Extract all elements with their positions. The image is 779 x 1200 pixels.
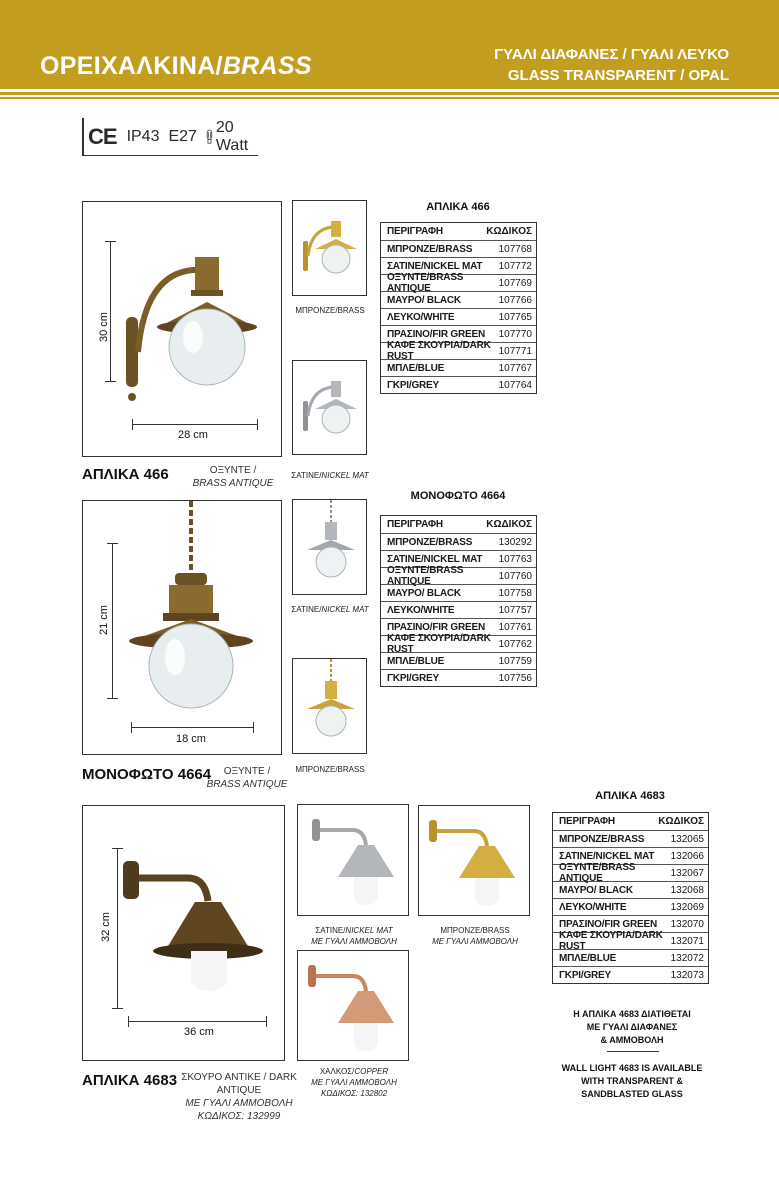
wattage: 20 Watt <box>215 119 249 154</box>
height-dimension: 30 cm <box>98 312 110 342</box>
header-rule <box>0 97 779 99</box>
table-row: ΠΡΑΣΙΝΟ/FIR GREEN 107770 <box>381 325 536 342</box>
table-row: ΜΑΥΡΟ/ BLACK 107758 <box>381 584 536 601</box>
pendant-lamp-nickel-illustration <box>293 500 367 595</box>
table-row: ΓΚΡΙ/GREY 132073 <box>553 966 708 983</box>
note-divider <box>607 1051 659 1052</box>
table-row: ΜΑΥΡΟ/ BLACK 107766 <box>381 291 536 308</box>
table-row: ΜΠΡΟΝΖΕ/BRASS 130292 <box>381 533 536 550</box>
table-row: ΛΕΥΚΟ/WHITE 132069 <box>553 898 708 915</box>
wall-lamp-4683-illustration <box>83 806 285 1061</box>
main-image-4683 <box>82 805 285 1061</box>
product-name: ΑΠΛΙΚΑ 466 <box>82 466 169 483</box>
height-dimension: 21 cm <box>98 605 110 635</box>
variant-image-copper <box>297 950 409 1061</box>
table-row: ΠΡΑΣΙΝΟ/FIR GREEN 132070 <box>553 915 708 932</box>
width-dimension: 18 cm <box>176 733 206 745</box>
header-rule <box>0 92 779 95</box>
table-row: ΚΑΦΕ ΣΚΟΥΡΙΑ/DARK RUST 107762 <box>381 635 536 652</box>
table-row: ΟΞΥΝΤΕ/BRASS ANTIQUE 107769 <box>381 274 536 291</box>
code-table-4664 <box>380 515 537 687</box>
variant-caption: ΣΑΤΙΝΕ/NICKEL MAT <box>291 605 369 614</box>
height-dimension: 32 cm <box>100 912 112 942</box>
variant-caption: ΣΑΤΙΝΕ/NICKEL MAT <box>291 471 369 480</box>
table-row: ΜΑΥΡΟ/ BLACK 132068 <box>553 881 708 898</box>
code-table-466 <box>380 222 537 394</box>
wall-lamp-brass-illustration <box>419 806 530 916</box>
table-row: ΠΡΑΣΙΝΟ/FIR GREEN 107761 <box>381 618 536 635</box>
table-row: ΚΑΦΕ ΣΚΟΥΡΙΑ/DARK RUST 132071 <box>553 932 708 949</box>
table-row: ΚΑΦΕ ΣΚΟΥΡΙΑ/DARK RUST 107771 <box>381 342 536 359</box>
product-finish: ΣΚΟΥΡΟ ΑΝΤΙΚΕ / DARK ANTIQUE ΜΕ ΓΥΑΛΙ ΑΜΜΟΒΟΛΗ ΚΩΔΙΚΟΣ: 132999 <box>181 1072 297 1122</box>
availability-note-gr: Η ΑΠΛΙΚΑ 4683 ΔΙΑΤΙΘΕΤΑΙ ΜΕ ΓΥΑΛΙ ΔΙΑΦΑΝΕΣ & ΑΜΜΟΒΟΛΗ <box>573 1009 691 1045</box>
variant-caption: ΜΠΡΟΝΖΕ/BRASS ΜΕ ΓΥΑΛΙ ΑΜΜΟΒΟΛΗ <box>432 926 518 946</box>
variant-image-nickel <box>292 499 367 595</box>
wall-lamp-brass-illustration <box>293 201 367 296</box>
table-row: ΟΞΥΝΤΕ/BRASS ANTIQUE 107760 <box>381 567 536 584</box>
product-name: ΜΟΝΟΦΩΤΟ 4664 <box>82 766 212 783</box>
glass-type: ΓΥΑΛΙ ΔΙΑΦΑΝΕΣ / ΓΥΑΛΙ ΛΕΥΚΟ GLASS TRANSPARENT / OPAL <box>494 46 729 84</box>
wall-lamp-nickel-illustration <box>293 361 367 455</box>
width-dimension: 28 cm <box>178 429 208 441</box>
variant-caption: ΣΑΤΙΝΕ/NICKEL MAT ΜΕ ΓΥΑΛΙ ΑΜΜΟΒΟΛΗ <box>311 926 397 946</box>
main-image-466 <box>82 201 282 457</box>
code-table-4683 <box>552 812 709 984</box>
table-row: ΣΑΤΙΝΕ/NICKEL MAT 107772 <box>381 257 536 274</box>
product-finish: ΟΞΥΝΤΕ / BRASS ANTIQUE <box>192 465 274 489</box>
table-row: ΜΠΛΕ/BLUE 107759 <box>381 652 536 669</box>
table-row: ΟΞΥΝΤΕ/BRASS ANTIQUE 132067 <box>553 864 708 881</box>
table-title: ΑΠΛΙΚΑ 466 <box>426 201 490 213</box>
table-title: ΜΟΝΟΦΩΤΟ 4664 <box>410 490 506 502</box>
variant-image-nickel <box>297 804 409 916</box>
table-row: ΜΠΛΕ/BLUE 132072 <box>553 949 708 966</box>
product-name: ΑΠΛΙΚΑ 4683 <box>82 1072 178 1089</box>
availability-note-en: WALL LIGHT 4683 IS AVAILABLE WITH TRANSPARENT & SANDBLASTED GLASS <box>561 1063 703 1099</box>
variant-caption: ΧΑΛΚΟΣ/COPPER ΜΕ ΓΥΑΛΙ ΑΜΜΟΒΟΛΗ ΚΩΔΙΚΟΣ: 132802 <box>311 1067 397 1098</box>
table-header-row: ΠΕΡΙΓΡΑΦΗ ΚΩΔΙΚΟΣ <box>387 519 532 530</box>
wall-lamp-nickel-illustration <box>298 805 409 916</box>
table-title: ΑΠΛΙΚΑ 4683 <box>595 790 665 802</box>
page-title: ΟΡΕΙΧΑΛΚΙΝΑ/BRASS <box>40 52 312 80</box>
pendant-lamp-brass-illustration <box>293 659 367 754</box>
variant-caption: ΜΠΡΟΝΖΕ/BRASS <box>295 306 365 315</box>
table-row: ΛΕΥΚΟ/WHITE 107757 <box>381 601 536 618</box>
bulb-icon <box>206 127 213 147</box>
table-header-row: ΠΕΡΙΓΡΑΦΗ ΚΩΔΙΚΟΣ <box>387 226 532 237</box>
variant-caption: ΜΠΡΟΝΖΕ/BRASS <box>295 765 365 774</box>
variant-image-brass <box>292 200 367 296</box>
variant-image-brass <box>418 805 530 916</box>
table-row: ΓΚΡΙ/GREY 107764 <box>381 376 536 393</box>
table-row: ΜΠΛΕ/BLUE 107767 <box>381 359 536 376</box>
table-row: ΛΕΥΚΟ/WHITE 107765 <box>381 308 536 325</box>
table-row: ΣΑΤΙΝΕ/NICKEL MAT 107763 <box>381 550 536 567</box>
product-finish: ΟΞΥΝΤΕ / BRASS ANTIQUE <box>206 766 288 790</box>
variant-image-nickel <box>292 360 367 455</box>
ip-rating: IP43 <box>126 128 160 145</box>
socket-type: E27 <box>168 128 197 145</box>
table-row: ΣΑΤΙΝΕ/NICKEL MAT 132066 <box>553 847 708 864</box>
table-row: ΓΚΡΙ/GREY 107756 <box>381 669 536 686</box>
wall-lamp-copper-illustration <box>298 951 409 1061</box>
variant-image-brass <box>292 658 367 754</box>
table-header-row: ΠΕΡΙΓΡΑΦΗ ΚΩΔΙΚΟΣ <box>559 816 704 827</box>
table-row: ΜΠΡΟΝΖΕ/BRASS 132065 <box>553 830 708 847</box>
certification-strip <box>82 118 258 156</box>
ce-mark-icon: CE <box>88 124 117 149</box>
width-dimension: 36 cm <box>184 1026 214 1038</box>
table-row: ΜΠΡΟΝΖΕ/BRASS 107768 <box>381 240 536 257</box>
